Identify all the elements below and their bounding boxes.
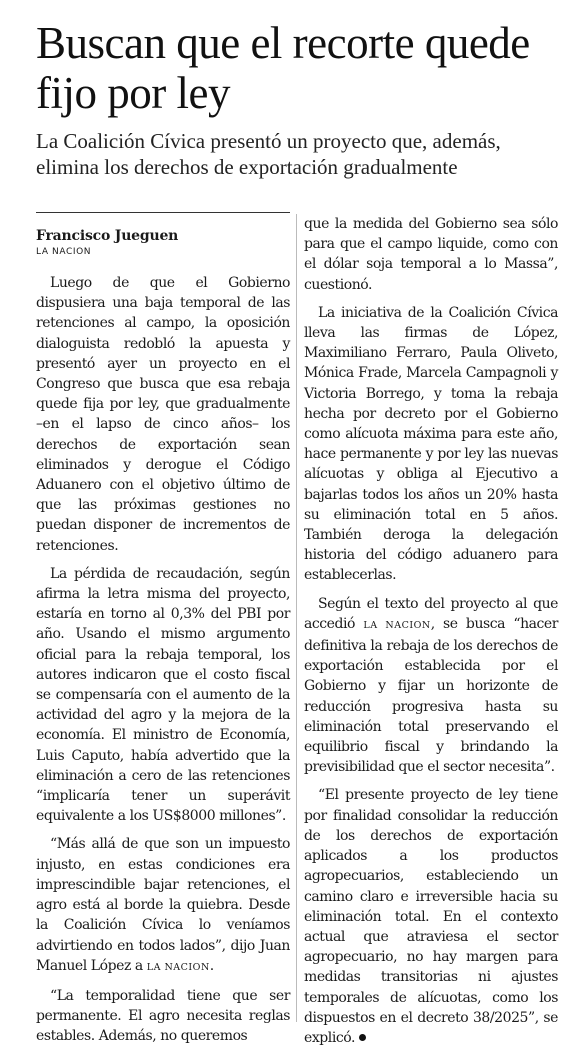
end-of-article-mark (359, 1034, 366, 1041)
paragraph-2: La pérdida de recaudación, según afirma la letra misma del proyecto, estaría en torno al 0,3% del PBI por año. Usando el mismo argumento oficial para la rebaja temporal, los autores indicaron que el costo fiscal se compensaría con el aumento de la actividad del agro y la mejora de la economía. El ministro de Economía, Luis Caputo, había advertido que la eliminación a cero de las retenciones “implicaría tener un superávit equivalente a los US$8000 millones”. (36, 565, 290, 825)
paragraph-4: “La temporalidad tiene que ser permanente. El agro necesita reglas estables. Además, no queremos (36, 987, 290, 1045)
paragraph-6-text: Según el texto del proyecto al que accedió (304, 595, 558, 632)
paragraph-3-outlet: LA NACION (146, 961, 210, 973)
paragraph-1: Luego de que el Gobierno dispusiera una baja temporal de las retenciones al campo, la oposición dialoguista redobló la apuesta y presentó ayer un proyecto en el Congreso que busca que esa rebaja quede fija por ley, que gradualmente –en el lapso de cinco años– los derechos de exportación sean eliminados y derogue el Código Aduanero con el objetivo último de que las próximas gestiones no puedan disponer de incrementos de retenciones. (36, 275, 290, 554)
paragraph-6-outlet: LA NACION (363, 619, 431, 631)
outlet-name: LA NACION (36, 247, 92, 257)
article-column-right (304, 214, 558, 1048)
paragraph-7-text: “El presente proyecto de ley tiene por finalidad consolidar la reducción de los derechos de exportación aplicados a los productos agropecuarios, estableciendo un camino claro e irreversible hacia su eliminación total. En el contexto actual que atraviesa el sector agropecuario, no hay margen para medidas transitorias ni ajustes temporales de alícuotas, como los dispuestos en el decreto 38/2025”, se explicó. (304, 787, 558, 1046)
paragraph-3-text: “Más allá de que son un impuesto injusto, en estas condiciones era imprescindible bajar retenciones, el agro está al borde la quiebra. Desde la Coalición Cívica lo veníamos advirtiendo en todos lados”, dijo Juan Manuel López a (36, 836, 290, 974)
paragraph-4-continued: que la medida del Gobierno sea sólo para que el campo liquide, como con el dólar soja temporal a lo Massa”, cuestionó. (304, 216, 558, 293)
paragraph-6 (304, 594, 558, 778)
paragraph-6-end: , se busca “hacer definitiva la rebaja de los derechos de exportación establecida por el Gobierno y fijar un horizonte de reducción progresiva hasta su eliminación total preservando el equilibrio fiscal y brindando la previsibilidad que el sector necesita”. (304, 615, 558, 776)
author-name: Francisco Jueguen (36, 228, 179, 244)
article-column-left (36, 212, 290, 1047)
column-divider (296, 214, 297, 1022)
byline (36, 213, 290, 259)
headline: Buscan que el recorte quede fijo por ley (36, 18, 530, 118)
paragraph-5: La iniciativa de la Coalición Cívica lleva las firmas de López, Maximiliano Ferraro, Paula Oliveto, Mónica Frade, Marcela Campagnoli y Victoria Borrego, y toma la rebaja hecha por decreto por el Gobierno como alícuota máxima para este año, hace permanente y por ley las nuevas alícuotas y obliga al Ejecutivo a bajarlas todos los años un 20% hasta su eliminación total en 5 años. También deroga la delegación historia del código aduanero para establecerlas. (304, 304, 558, 584)
paragraph-7 (304, 785, 558, 1048)
deck-subtitle: La Coalición Cívica presentó un proyecto que, además, elimina los derechos de exportación gradualmente (36, 129, 501, 179)
paragraph-3 (36, 834, 290, 977)
paragraph-3-end: . (209, 957, 214, 974)
